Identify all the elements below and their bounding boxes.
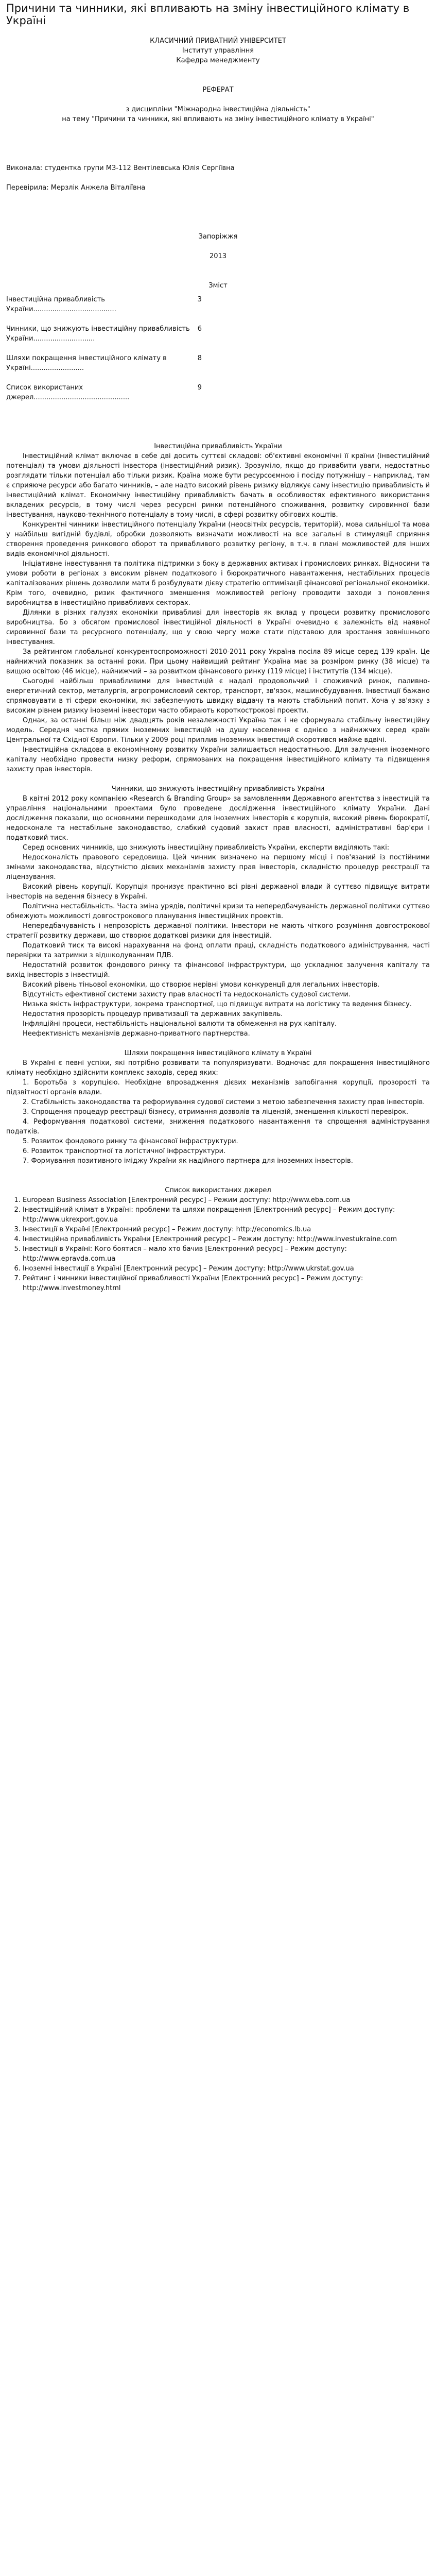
paragraph: 3. Спрощення процедур реєстрації бізнесу, отримання дозволів та ліцензій, зменшення кількості перевірок. [23, 1108, 409, 1116]
toc-item-page: 8 [197, 354, 202, 362]
paragraph: Відсутність ефективної системи захисту прав власності та недосконалість судової системи. [23, 991, 351, 998]
topic-line: на тему "Причини та чинники, які впливають на зміну інвестиційного клімату в Україні" [62, 115, 374, 123]
paragraph: За рейтингом глобальної конкурентоспроможності 2010-2011 року Україна посіла 89 місце серед 139 країн. Це найнижчий показник за останні роки. При цьому найвищий рейтинг Україна має за розміром ринку (38 місце) та вищою освітою (46 місце), найнижчий – за розвитком фінансового ринку (119 місце) і інститутів (134 місце). [6, 648, 430, 675]
paragraph: Неефективність механізмів державно-приватного партнерства. [23, 1030, 250, 1038]
toc-item-label: Інвестиційна привабливість України....................................... [6, 296, 116, 313]
section-2 [6, 784, 430, 1039]
paragraph: Високий рівень корупції. Корупція пронизує практично всі рівні державної влади й суттєво підвищує витрати інвесторів на ведення бізнесу в Україні. [6, 883, 430, 901]
toc-item [6, 295, 202, 314]
toc-heading: Зміст [208, 282, 228, 290]
paragraph: Високий рівень тіньової економіки, що створює нерівні умови конкуренції для легальних інвесторів. [23, 981, 380, 989]
toc-item-page: 6 [197, 325, 202, 333]
paragraph: В квітні 2012 року компанією «Research & Branding Group» за замовленням Державного агентства з інвестицій та управління національними проектами було проведене дослідження інвестиційного клімату України. Дані дослідження показали, що основними перешкодами для іноземних інвесторів є корупція, високий рівень бюрократії, недосконале та нестабільне законодавство, слабкий судовий захист прав власності, адміністративні бар'єри і податковий тиск. [6, 795, 430, 842]
paragraph: Податковий тиск та високі нарахування на фонд оплати праці, складність податкового адміністрування, часті перевірки та затримки з відшкодуванням ПДВ. [6, 942, 430, 959]
paragraph: Політична нестабільність. Часта зміна урядів, політичні кризи та непередбачуваність державної політики суттєво обмежують можливості довгострокового планування інвестиційних проектів. [6, 903, 430, 920]
paragraph: Недостатній розвиток фондового ринку та фінансової інфраструктури, що ускладнює залучення капіталу та вихід інвесторів з інвестицій. [6, 961, 430, 979]
university-name: КЛАСИЧНИЙ ПРИВАТНИЙ УНІВЕРСИТЕТ [150, 37, 286, 45]
toc-item-page: 3 [197, 296, 202, 303]
paragraph: Ініціативне інвестування та політика підтримки з боку в державних активах і промислових ринках. Відносини та умови роботи в регіонах з високим рівнем податкового і бюрократичного навантаження, нестабільних процесів капіталізованих рішень дозволили мати б розбудувати дієву стратегію оптимізації фінансової регіональної економіки. Крім того, очевидно, ризик фактичного зменшення можливостей регіону проводити заходи з поновлення виробництва в інвестиційно привабливих секторах. [6, 560, 430, 607]
department-name: Кафедра менеджменту [176, 57, 260, 64]
paragraph: 1. Боротьба з корупцією. Необхідне впровадження дієвих механізмів запобігання корупції, прозорості та підзвітності органів влади. [6, 1079, 430, 1096]
paragraph: Недостатня прозорість процедур приватизації та державних закупівель. [23, 1010, 283, 1018]
paragraph: В Україні є певні успіхи, які потрібно розвивати та популяризувати. Водночас для покращення інвестиційного клімату необхідно здійснити комплекс заходів, серед яких: [6, 1059, 430, 1077]
toc-item-label: Чинники, що знижують інвестиційну привабливість України............................. [6, 325, 190, 343]
paragraph: Однак, за останні більш ніж двадцять років незалежності Україна так і не сформувала стабільну інвестиційну модель. Середня частка прямих іноземних інвестицій на душу населення є однією з найнижчих серед країн Центральної та Східної Європи. Тільки у 2009 році приплив іноземних інвестицій скоротився майже вдвічі. [6, 717, 430, 744]
city: Запоріжжя [198, 233, 238, 241]
reference-item: 5. Інвестиції в Україні: Кого боятися – мало хто бачив [Електронний ресурс] – Режим доступу: http://www.epravda.com.ua [23, 1244, 430, 1264]
reference-item: 6. Іноземні інвестиції в Україні [Електронний ресурс] – Режим доступу: http://www.ukrstat.gov.ua [23, 1264, 430, 1274]
toc-item-label: Шляхи покращення інвестиційного клімату в Україні......................... [6, 354, 167, 372]
references-section [6, 1185, 430, 1293]
institute-name: Інститут управління [182, 47, 254, 55]
year: 2013 [209, 252, 227, 260]
doc-type: РЕФЕРАТ [202, 86, 234, 94]
paragraph: Непередбачуваність і непрозорість державної політики. Інвестори не мають чіткого розуміння довгострокової стратегії розвитку держави, що створює додаткові ризики для інвестицій. [6, 922, 430, 940]
references-list [6, 1195, 430, 1293]
reference-item: 7. Рейтинг і чинники інвестиційної привабливості України [Електронний ресурс] – Режим доступу: http://www.investmoney.html [23, 1274, 430, 1293]
references-heading: Список використаних джерел [165, 1187, 271, 1194]
paragraph: 4. Реформування податкової системи, зниження податкового навантаження та спрощення адміністрування податків. [6, 1118, 430, 1136]
section-heading: Інвестиційна привабливість України [154, 443, 282, 450]
discipline-line: з дисципліни "Міжнародна інвестиційна діяльність" [126, 106, 310, 113]
checked-by: Перевірила: Мерзлік Анжела Віталіївна [6, 184, 146, 192]
reference-item: 3. Інвестиції в Україні [Електронний ресурс] – Режим доступу: http://economics.lb.ua [23, 1225, 430, 1234]
section-heading: Чинники, що знижують інвестиційну привабливість України [111, 785, 325, 793]
toc-item [6, 324, 202, 344]
performed-by: Виконала: студентка групи МЗ-112 Вентілевська Юлія Сергіївна [6, 164, 235, 172]
toc-item [6, 383, 202, 402]
document-body [0, 27, 436, 1293]
reference-item: 1. European Business Association [Електронний ресурс] – Режим доступу: http://www.eba.com.ua [23, 1195, 430, 1205]
paragraph: Інфляційні процеси, нестабільність національної валюти та обмеження на рух капіталу. [23, 1020, 337, 1028]
section-1 [6, 442, 430, 774]
paragraph: Серед основних чинників, що знижують інвестиційну привабливість України, експерти виділяють такі: [23, 844, 390, 852]
paragraph: 6. Розвиток транспортної та логістичної інфраструктури. [23, 1147, 226, 1155]
paragraph: 5. Розвиток фондового ринку та фінансової інфраструктури. [23, 1138, 238, 1145]
paragraph: Інвестиційний клімат включає в себе дві досить суттєві складові: об'єктивні економічні її країни (інвестиційний потенціал) та умови діяльності інвестора (інвестиційний ризик). Зрозуміло, якщо до привабити уваги, недостатньо розглядати тільки потенціал або тільки ризик. Країна може бути ресурсоємною і посіду потужнішу – наприклад, там є сприяюче ресурси або багато чинників, – але надто високий рівень ризику відлякує саму інвестицію привабливість й інвестиційний клімат. Економічну інвестиційну привабливість бачать в особливостях ефективного використання вкладених ресурсів, в тому числі через ресурсні ринки потенційного споживання, розвитку сировинної бази інвестування, науково-технічного потенціалу в тому числі, в сфері розвитку обігових коштів. [6, 452, 430, 519]
paragraph: Ділянки в різних галузях економіки привабливі для інвесторів як вклад у процеси розвитку промислового виробництва. Бо з обсягом промислової інвестиційної діяльності в Україні очевидно є залежність від наявної сировинної бази та ресурсного потенціалу, що у свою чергу може стати підставою для зростання зовнішнього інвестування. [6, 609, 430, 646]
paragraph: Недосконалість правового середовища. Цей чинник визначено на першому місці і пов'язаний із постійними змінами законодавства, відсутністю дієвих механізмів захисту прав інвесторів, складністю процедур реєстрації та ліцензування. [6, 854, 430, 881]
toc-item-page: 9 [197, 384, 202, 392]
document-title: Причини та чинники, які впливають на зміну інвестиційного клімату в Україні [6, 2, 410, 27]
reference-item: 4. Інвестиційна привабливість України [Електронний ресурс] – Режим доступу: http://www.investukraine.com [23, 1234, 430, 1244]
paragraph: Низька якість інфраструктури, зокрема транспортної, що підвищує витрати на логістику та ведення бізнесу. [23, 1001, 412, 1008]
toc-item [6, 353, 202, 373]
section-3 [6, 1048, 430, 1166]
paragraph: Конкурентні чинники інвестиційного потенціалу України (неосвітніх ресурсів, територій), мова сильнішої та мова у найбільш вигідній будівлі, обробки дозволяють визначати можливості на все загальні в стимуляції сприяння створення проведення ринкового оборот та привабливого розвитку регіону, в т.ч. в плані можливостей для інших видів економічної діяльності. [6, 521, 430, 558]
paragraph: 2. Стабільність законодавства та реформування судової системи з метою забезпечення захисту прав інвесторів. [23, 1098, 425, 1106]
paragraph: 7. Формування позитивного іміджу України як надійного партнера для іноземних інвесторів. [23, 1157, 353, 1165]
reference-item: 2. Інвестиційний клімат в Україні: проблеми та шляхи покращення [Електронний ресурс] – Режим доступу: http://www.ukrexport.gov.ua [23, 1205, 430, 1225]
table-of-contents [6, 295, 430, 402]
paragraph: Інвестиційна складова в економічному розвитку України залишається недостатньою. Для залучення іноземного капіталу необхідно провести низку реформ, спрямованих на покращення інвестиційного клімату та підвищення захисту прав інвесторів. [6, 746, 430, 773]
paragraph: Сьогодні найбільш привабливими для інвестицій є надалі продовольчий і споживчий ринок, паливно-енергетичний сектор, металургія, агропромисловий сектор, транспорт, зв'язок, машинобудування. Інвестиції бажано спрямовувати в ті сфери економіки, які забезпечують швидку віддачу та мають стабільний попит. Хоча у зв'язку з високим рівнем ризику іноземні інвестори часто обирають короткострокові проекти. [6, 677, 430, 715]
toc-item-label: Список використаних джерел............................................. [6, 384, 130, 401]
section-heading: Шляхи покращення інвестиційного клімату в Україні [124, 1049, 312, 1057]
